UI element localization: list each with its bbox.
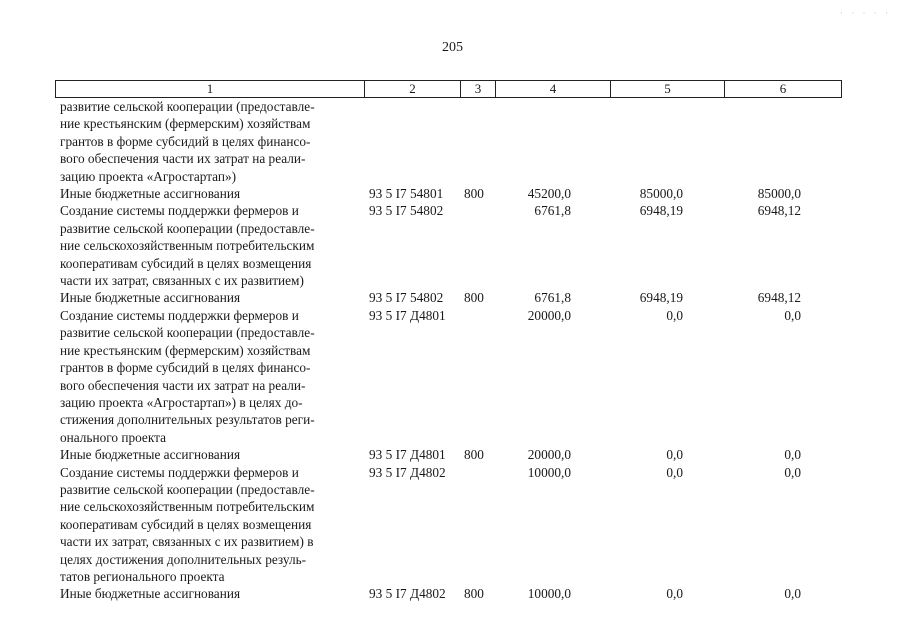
- target-code: 93 5 I7 Д4801: [369, 447, 446, 463]
- row-description: [60, 464, 357, 586]
- description-line: грантов в форме субсидий в целях финансо-: [60, 133, 311, 149]
- amount-col-4: 6761,8: [534, 203, 571, 219]
- description-line: Создание системы поддержки фермеров и: [60, 464, 299, 480]
- amount-col-6: 85000,0: [757, 186, 801, 202]
- description-line: грантов в форме субсидий в целях финансо-: [60, 360, 311, 376]
- description-line: Иные бюджетные ассигнования: [60, 586, 241, 602]
- table-row: [60, 464, 840, 586]
- amount-col-6: 6948,12: [757, 203, 801, 219]
- amount-col-5: 0,0: [666, 586, 683, 602]
- row-description: [60, 98, 357, 185]
- target-code: 93 5 I7 Д4801: [369, 307, 446, 323]
- description-line: развитие сельской кооперации (предоставле-: [60, 220, 315, 236]
- description-line: целях достижения дополнительных резуль-: [60, 551, 307, 567]
- target-code: 93 5 I7 54801: [369, 186, 444, 202]
- description-line: кооперативам субсидий в целях возмещения: [60, 255, 312, 271]
- amount-col-6: 0,0: [784, 586, 801, 602]
- table-row: [60, 202, 840, 289]
- amount-col-5: 0,0: [666, 307, 683, 323]
- column-header-5: 5: [611, 81, 725, 97]
- description-line: ние крестьянским (фермерским) хозяйствам: [60, 116, 311, 132]
- row-description: [60, 202, 357, 289]
- description-line: татов регионального проекта: [60, 568, 225, 584]
- target-code: 93 5 I7 54802: [369, 203, 444, 219]
- description-line: зацию проекта «Агростартап»): [60, 168, 237, 184]
- amount-col-6: 0,0: [784, 307, 801, 323]
- description-line: Иные бюджетные ассигнования: [60, 186, 241, 202]
- page-number: 205: [442, 40, 463, 55]
- column-header-6: 6: [779, 81, 787, 96]
- column-header-4: 4: [496, 81, 611, 97]
- description-line: части их затрат, связанных с их развитием) в: [60, 534, 314, 550]
- table-row: [60, 185, 840, 202]
- expense-type: 800: [464, 447, 484, 463]
- row-description: [60, 307, 357, 446]
- amount-col-4: 20000,0: [527, 447, 571, 463]
- column-header-2: 2: [365, 81, 461, 97]
- table-body: [60, 98, 840, 603]
- expense-type: 800: [464, 290, 484, 306]
- description-line: Иные бюджетные ассигнования: [60, 290, 241, 306]
- description-line: развитие сельской кооперации (предоставле-: [60, 325, 315, 341]
- description-line: Иные бюджетные ассигнования: [60, 447, 241, 463]
- row-description: [60, 585, 357, 602]
- row-description: [60, 289, 357, 306]
- description-line: ние сельскохозяйственным потребительским: [60, 238, 315, 254]
- amount-col-5: 85000,0: [639, 186, 683, 202]
- expense-type: 800: [464, 186, 484, 202]
- description-line: Создание системы поддержки фермеров и: [60, 307, 299, 323]
- description-line: кооперативам субсидий в целях возмещения: [60, 516, 312, 532]
- table-row: [60, 446, 840, 463]
- column-header-1: 1: [56, 81, 365, 97]
- amount-col-4: 45200,0: [527, 186, 571, 202]
- target-code: 93 5 I7 Д4802: [369, 464, 446, 480]
- row-description: [60, 185, 357, 202]
- table-header: [55, 80, 842, 98]
- description-line: стижения дополнительных результатов реги-: [60, 412, 315, 428]
- description-line: части их затрат, связанных с их развитием): [60, 273, 304, 289]
- amount-col-6: 0,0: [784, 464, 801, 480]
- amount-col-6: 0,0: [784, 447, 801, 463]
- description-line: зацию проекта «Агростартап») в целях до-: [60, 394, 303, 410]
- amount-col-4: 10000,0: [527, 586, 571, 602]
- amount-col-4: 10000,0: [527, 464, 571, 480]
- amount-col-5: 0,0: [666, 464, 683, 480]
- amount-col-4: 6761,8: [534, 290, 571, 306]
- table-row: [60, 98, 840, 185]
- description-line: вого обеспечения части их затрат на реали-: [60, 151, 306, 167]
- target-code: 93 5 I7 54802: [369, 290, 444, 306]
- description-line: развитие сельской кооперации (предоставле-: [60, 99, 315, 114]
- expense-type: 800: [464, 586, 484, 602]
- amount-col-5: 0,0: [666, 447, 683, 463]
- description-line: онального проекта: [60, 429, 166, 445]
- description-line: развитие сельской кооперации (предоставле-: [60, 481, 315, 497]
- description-line: ние сельскохозяйственным потребительским: [60, 499, 315, 515]
- description-line: Создание системы поддержки фермеров и: [60, 203, 299, 219]
- amount-col-5: 6948,19: [639, 203, 683, 219]
- table-row: [60, 585, 840, 602]
- target-code: 93 5 I7 Д4802: [369, 586, 446, 602]
- amount-col-5: 6948,19: [639, 290, 683, 306]
- table-row: [60, 289, 840, 306]
- amount-col-4: 20000,0: [527, 307, 571, 323]
- row-description: [60, 446, 357, 463]
- column-header-3: 3: [461, 81, 496, 97]
- description-line: вого обеспечения части их затрат на реали-: [60, 377, 306, 393]
- scan-specks: · · · · ·: [840, 8, 891, 18]
- table-row: [60, 307, 840, 446]
- amount-col-6: 6948,12: [757, 290, 801, 306]
- description-line: ние крестьянским (фермерским) хозяйствам: [60, 342, 311, 358]
